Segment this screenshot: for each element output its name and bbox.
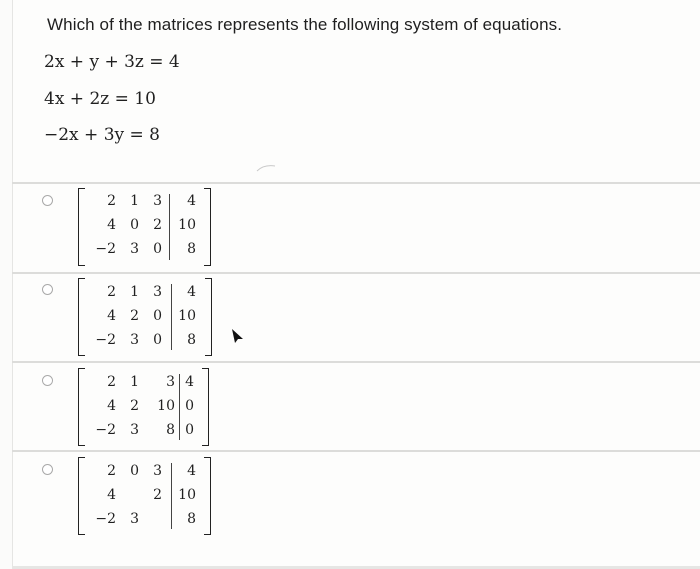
matrix-cell: 2 xyxy=(107,284,116,300)
divider xyxy=(12,182,700,184)
matrix-cell: 4 xyxy=(107,308,116,324)
matrix-right-bracket xyxy=(204,188,211,266)
matrix-cell: 3 xyxy=(130,241,139,257)
equation-2: 4x + 2z = 10 xyxy=(44,89,156,109)
matrix-cell: 10 xyxy=(178,487,196,503)
matrix-cell: 8 xyxy=(187,241,196,257)
matrix-cell: 2 xyxy=(130,308,139,324)
divider xyxy=(12,361,700,363)
matrix-cell: 0 xyxy=(153,332,162,348)
matrix-right-bracket xyxy=(204,457,211,535)
option-a-radio[interactable] xyxy=(42,195,53,206)
option-b-matrix[interactable] xyxy=(78,278,218,356)
equation-3: −2x + 3y = 8 xyxy=(44,125,160,145)
matrix-cell: 1 xyxy=(130,193,139,209)
matrix-cell: 0 xyxy=(185,398,194,414)
matrix-cell: 2 xyxy=(107,463,116,479)
matrix-cell: 1 xyxy=(130,284,139,300)
matrix-cell: 4 xyxy=(187,193,196,209)
matrix-cell: 4 xyxy=(107,487,116,503)
matrix-cell: 8 xyxy=(187,511,196,527)
matrix-cell: 3 xyxy=(166,374,175,390)
matrix-cell: −2 xyxy=(95,511,116,527)
option-d-radio[interactable] xyxy=(42,464,53,475)
matrix-cell: 2 xyxy=(153,487,162,503)
matrix-cell: 4 xyxy=(185,374,194,390)
mouse-pointer-icon xyxy=(229,327,245,345)
matrix-cell: 4 xyxy=(187,463,196,479)
matrix-cell: −2 xyxy=(95,332,116,348)
matrix-left-bracket xyxy=(78,457,85,535)
matrix-cell: 0 xyxy=(153,308,162,324)
matrix-cell: 3 xyxy=(153,463,162,479)
matrix-cell: 10 xyxy=(178,308,196,324)
matrix-cell: 2 xyxy=(153,217,162,233)
matrix-cell: 3 xyxy=(130,422,139,438)
matrix-cell: −2 xyxy=(95,422,116,438)
option-b-radio[interactable] xyxy=(42,284,53,295)
matrix-cell: 8 xyxy=(166,422,175,438)
matrix-cell: 0 xyxy=(153,241,162,257)
matrix-cell: 1 xyxy=(130,374,139,390)
matrix-cell: 3 xyxy=(153,284,162,300)
matrix-cell: 0 xyxy=(130,463,139,479)
matrix-right-bracket xyxy=(205,278,212,356)
divider xyxy=(12,450,700,452)
matrix-cell: 3 xyxy=(153,193,162,209)
matrix-cell: 2 xyxy=(130,398,139,414)
matrix-cell: 2 xyxy=(107,193,116,209)
matrix-cell: 2 xyxy=(107,374,116,390)
matrix-cell: 4 xyxy=(107,398,116,414)
matrix-right-bracket xyxy=(202,368,209,446)
question-text: Which of the matrices represents the following system of equations. xyxy=(47,15,563,34)
option-c-matrix[interactable] xyxy=(78,368,218,446)
stray-mark-icon xyxy=(256,163,276,173)
equation-1: 2x + y + 3z = 4 xyxy=(44,52,180,72)
matrix-cell: 0 xyxy=(185,422,194,438)
matrix-cell: 8 xyxy=(187,332,196,348)
option-a-matrix[interactable] xyxy=(78,188,218,266)
matrix-cell: 3 xyxy=(130,332,139,348)
matrix-cell: 0 xyxy=(130,217,139,233)
option-d-matrix[interactable] xyxy=(78,457,218,535)
matrix-left-bracket xyxy=(78,188,85,266)
divider xyxy=(12,272,700,274)
matrix-left-bracket xyxy=(78,368,85,446)
matrix-cell: 3 xyxy=(130,511,139,527)
matrix-cell: 10 xyxy=(157,398,175,414)
matrix-cell: 4 xyxy=(187,284,196,300)
matrix-cell: −2 xyxy=(95,241,116,257)
matrix-cell: 4 xyxy=(107,217,116,233)
option-c-radio[interactable] xyxy=(42,375,53,386)
matrix-left-bracket xyxy=(78,278,85,356)
matrix-cell: 10 xyxy=(178,217,196,233)
